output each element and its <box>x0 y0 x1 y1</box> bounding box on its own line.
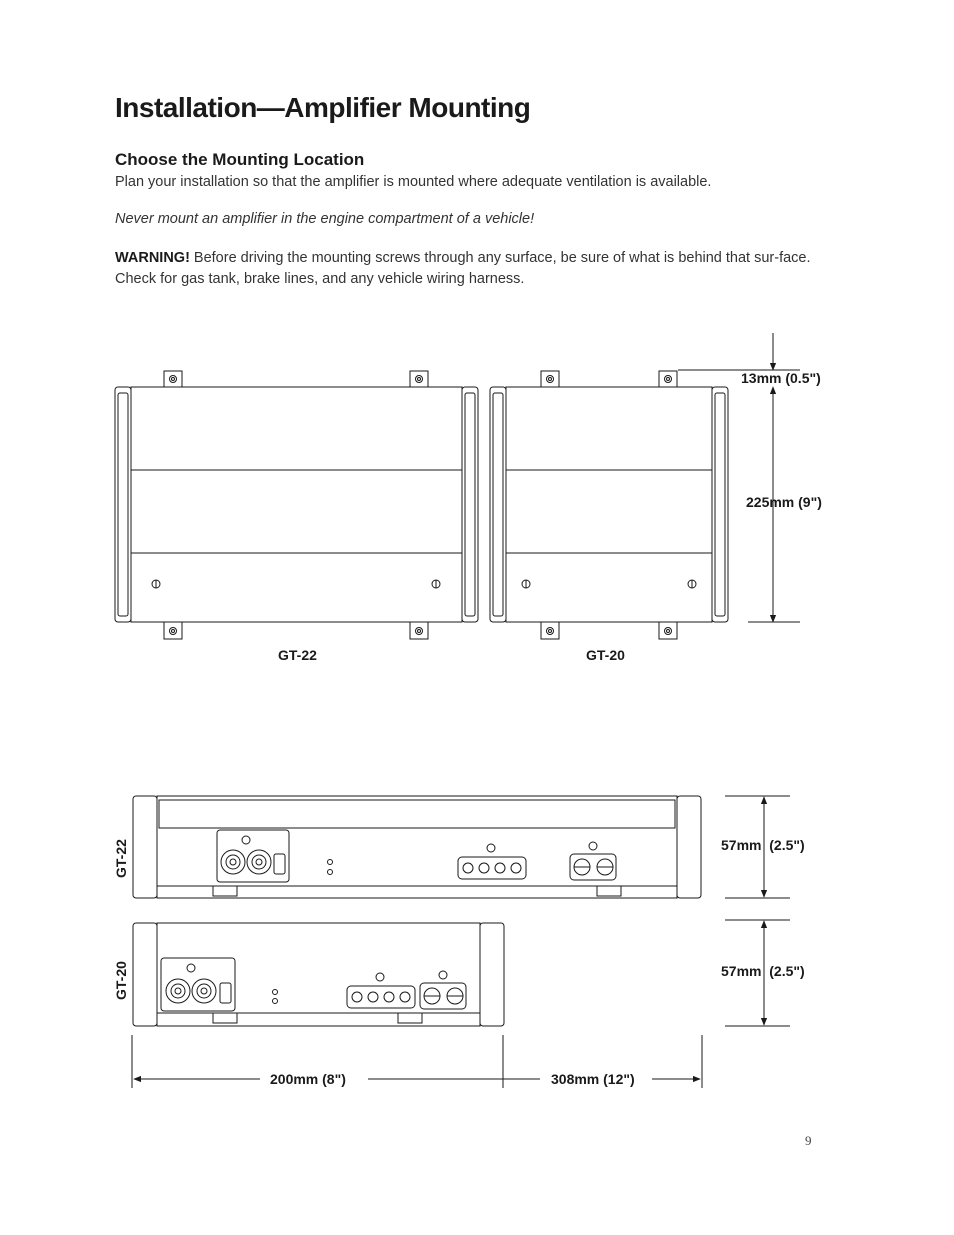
gt20-side-label: GT-20 <box>113 961 129 1000</box>
gt20-top-label: GT-20 <box>586 647 625 663</box>
dim-tab-label: 13mm (0.5") <box>741 370 821 386</box>
intro-paragraph: Plan your installation so that the amplifier is mounted where adequate ventilation is available. <box>115 174 712 190</box>
page-title: Installation—Amplifier Mounting <box>115 92 531 123</box>
section-heading: Choose the Mounting Location <box>115 150 365 169</box>
gt20-top-view <box>490 371 728 639</box>
warning-text: Before driving the mounting screws through any surface, be sure of what is behind that sur-face. Check for gas tank, brake lines, and any vehicle wiring harness. <box>115 250 811 287</box>
dim-width-long-label: 308mm (12") <box>551 1071 635 1087</box>
dim-side-bottom-label: 57mm (2.5") <box>721 963 805 979</box>
warning-label: WARNING! <box>115 250 190 266</box>
dim-width-short-label: 200mm (8") <box>270 1071 346 1087</box>
dim-height-label: 225mm (9") <box>746 494 822 510</box>
gt20-side-view <box>133 923 504 1026</box>
gt22-side-label: GT-22 <box>113 839 129 878</box>
gt22-side-view <box>133 796 701 898</box>
gt22-top-label: GT-22 <box>278 647 317 663</box>
page-number: 9 <box>805 1133 812 1148</box>
caution-paragraph: Never mount an amplifier in the engine compartment of a vehicle! <box>115 211 535 227</box>
dim-side-top-label: 57mm (2.5") <box>721 837 805 853</box>
gt22-top-view <box>115 371 478 639</box>
